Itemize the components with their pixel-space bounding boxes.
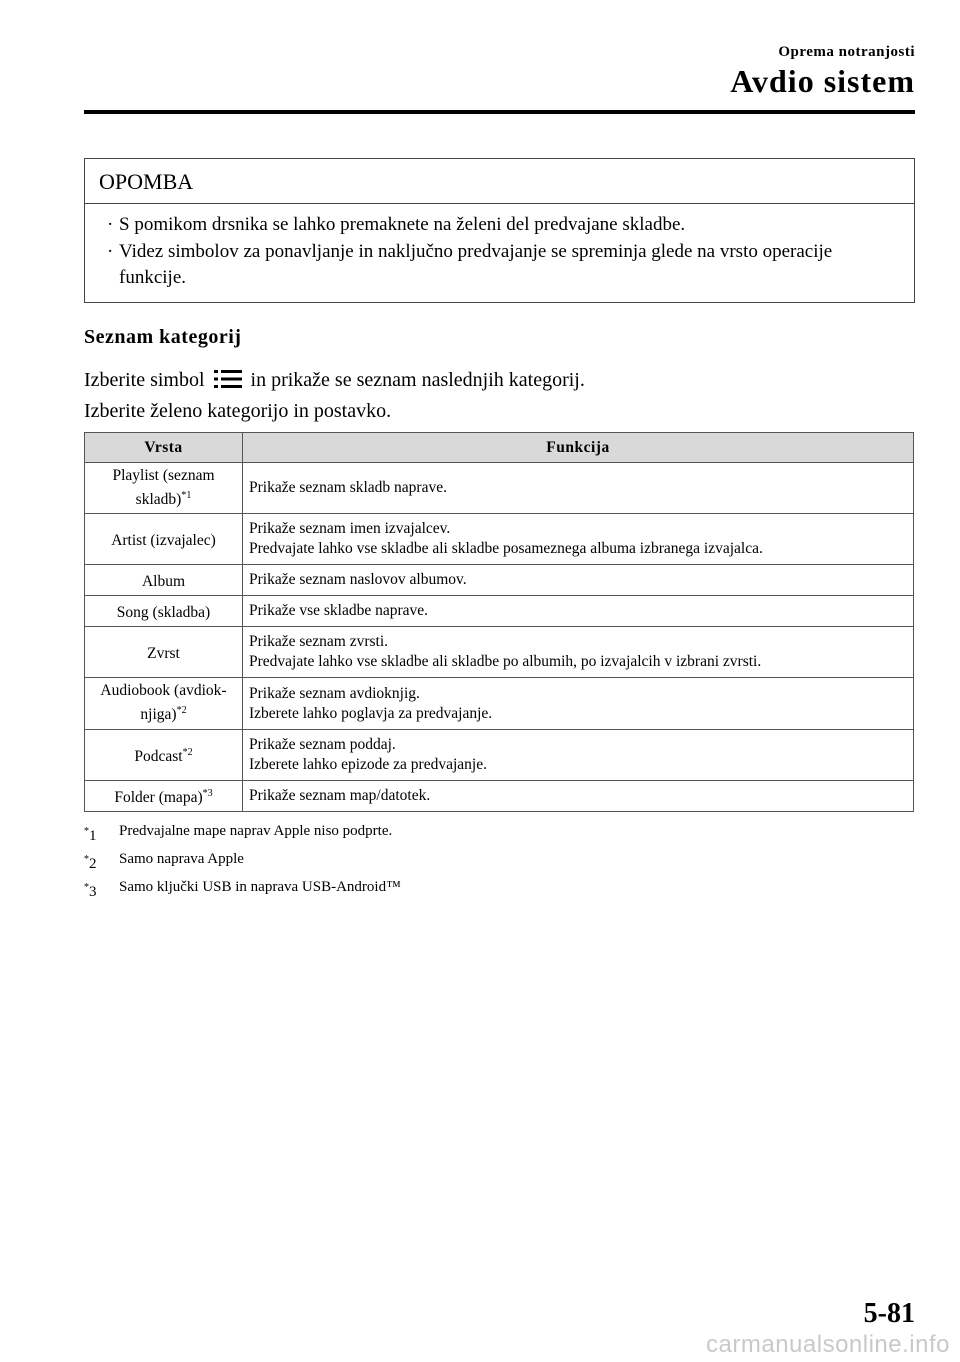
function-cell: Prikaže seznam avdioknjig. Izberete lahko poglavja za predvajanje. — [243, 678, 914, 729]
type-cell: Podcast$^{*2}$ — [85, 729, 243, 780]
footnote-text: Predvajalne mape naprav Apple niso podprte. — [119, 823, 393, 839]
function-cell: Prikaže seznam zvrsti. Predvajate lahko vse skladbe ali skladbe po albumih, po izvajalcih v izbrani zvrsti. — [243, 627, 914, 678]
function-cell: Prikaže seznam skladb naprave. — [243, 463, 914, 514]
section-label: Oprema notranjosti — [778, 44, 915, 60]
section-heading: Seznam kategorij — [84, 326, 242, 348]
table-row — [85, 678, 914, 729]
type-cell: Audiobook (avdiok-njiga)$^{*2}$ — [85, 678, 243, 729]
header-function: Funkcija — [243, 433, 914, 463]
table-row — [85, 463, 914, 514]
function-cell: Prikaže seznam map/datotek. — [243, 780, 914, 811]
type-cell: Playlist (seznam skladb)$^{*1}$ — [85, 463, 243, 514]
type-cell: Artist (izvajalec) — [85, 514, 243, 565]
table-row — [85, 565, 914, 596]
table-row — [85, 514, 914, 565]
type-cell: Album — [85, 565, 243, 596]
type-cell: Song (skladba) — [85, 596, 243, 627]
note-text: Videz simbolov za ponavljanje in naključno predvajanje se spreminja glede na vrsto operacije funkcije. — [119, 241, 833, 288]
type-cell: Zvrst — [85, 627, 243, 678]
footnote-mark: *1 — [181, 490, 192, 501]
function-cell: Prikaže seznam naslovov albumov. — [243, 565, 914, 596]
note-box — [84, 158, 915, 303]
footnote: *3 Samo ključki USB in naprava USB-Android™ — [84, 876, 401, 904]
intro-line2: Izberite želeno kategorijo in postavko. — [84, 400, 392, 422]
function-cell: Prikaže seznam imen izvajalcev. Predvajate lahko vse skladbe ali skladbe posameznega albuma izbranega izvajalca. — [243, 514, 914, 565]
note-item — [107, 212, 900, 238]
type-cell: Folder (mapa)$^{*3}$ — [85, 780, 243, 811]
bullet-icon: · — [107, 241, 114, 262]
note-item — [107, 239, 900, 291]
bullet-icon: · — [107, 214, 114, 235]
footnote-text: Samo naprava Apple — [119, 851, 244, 867]
table-row — [85, 627, 914, 678]
note-list — [85, 204, 914, 302]
header-rule — [84, 110, 915, 114]
footnote-text: Samo ključki USB in naprava USB-Android™ — [119, 879, 401, 895]
list-icon — [214, 369, 242, 397]
note-text: S pomikom drsnika se lahko premaknete na želeni del predvajane skladbe. — [119, 214, 686, 235]
table-header-row — [85, 433, 914, 463]
table-row — [85, 596, 914, 627]
intro-after-icon: in prikaže se seznam naslednjih kategorij. — [250, 369, 585, 391]
table-row — [85, 780, 914, 811]
function-cell: Prikaže vse skladbe naprave. — [243, 596, 914, 627]
footnote-mark: *3 — [202, 787, 213, 799]
note-title: OPOMBA — [85, 159, 914, 204]
header-type: Vrsta — [85, 433, 243, 463]
table-row — [85, 729, 914, 780]
intro-before-icon: Izberite simbol — [84, 369, 205, 391]
page-header — [0, 44, 915, 99]
function-cell: Prikaže seznam poddaj. Izberete lahko epizode za predvajanje. — [243, 729, 914, 780]
footnote: *1 Predvajalne mape naprav Apple niso podprte. — [84, 820, 401, 848]
footnotes — [84, 820, 401, 904]
intro-text — [84, 366, 585, 425]
category-table — [84, 432, 914, 812]
footnote-mark: *2 — [176, 705, 187, 717]
footnote-mark: *2 — [182, 746, 193, 758]
footnote: *2 Samo naprava Apple — [84, 848, 401, 876]
page-number: 5-81 — [863, 1298, 915, 1329]
chapter-title: Avdio sistem — [730, 63, 915, 99]
watermark: carmanualsonline.info — [706, 1331, 950, 1358]
